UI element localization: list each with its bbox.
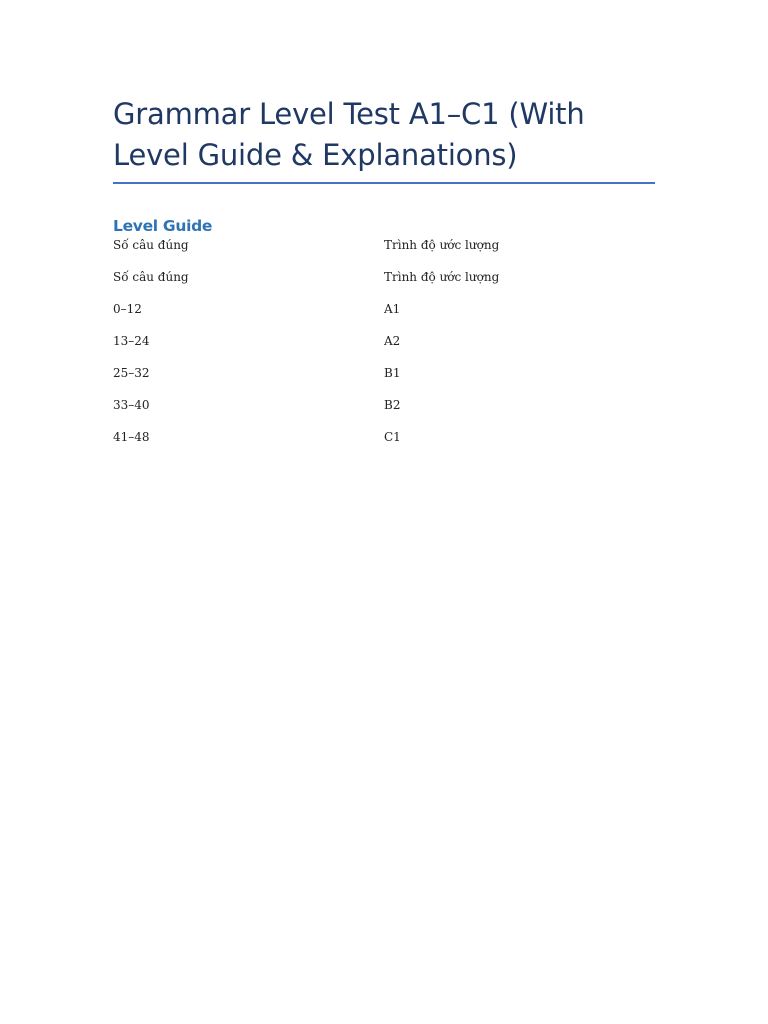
table-row: [113, 269, 655, 301]
document-content: [113, 94, 655, 461]
table-row: [113, 365, 655, 397]
table-row: [113, 333, 655, 365]
section-heading-level-guide: Level Guide: [113, 217, 213, 235]
title-underline: [113, 182, 655, 184]
table-row: [113, 397, 655, 429]
table-header-cell: Số câu đúng: [113, 238, 189, 252]
page-title: Grammar Level Test A1–C1 (With Level Guide & Explanations): [113, 97, 585, 172]
table-cell-level: C1: [384, 430, 401, 444]
table-cell-score: 25–32: [113, 366, 150, 380]
table-cell-score: 13–24: [113, 334, 150, 348]
table-cell-level: A1: [384, 302, 401, 316]
table-cell-level: B2: [384, 398, 401, 412]
table-cell-score: Số câu đúng: [113, 270, 189, 284]
table-cell-score: 33–40: [113, 398, 150, 412]
table-cell-level: Trình độ ước lượng: [384, 270, 500, 284]
table-header-cell: Trình độ ước lượng: [384, 238, 500, 252]
table-row: [113, 301, 655, 333]
table-cell-level: A2: [384, 334, 401, 348]
table-header-row: [113, 237, 655, 269]
table-cell-score: 41–48: [113, 430, 150, 444]
table-cell-level: B1: [384, 366, 401, 380]
level-guide-table: [113, 237, 655, 461]
table-row: [113, 429, 655, 461]
table-cell-score: 0–12: [113, 302, 142, 316]
